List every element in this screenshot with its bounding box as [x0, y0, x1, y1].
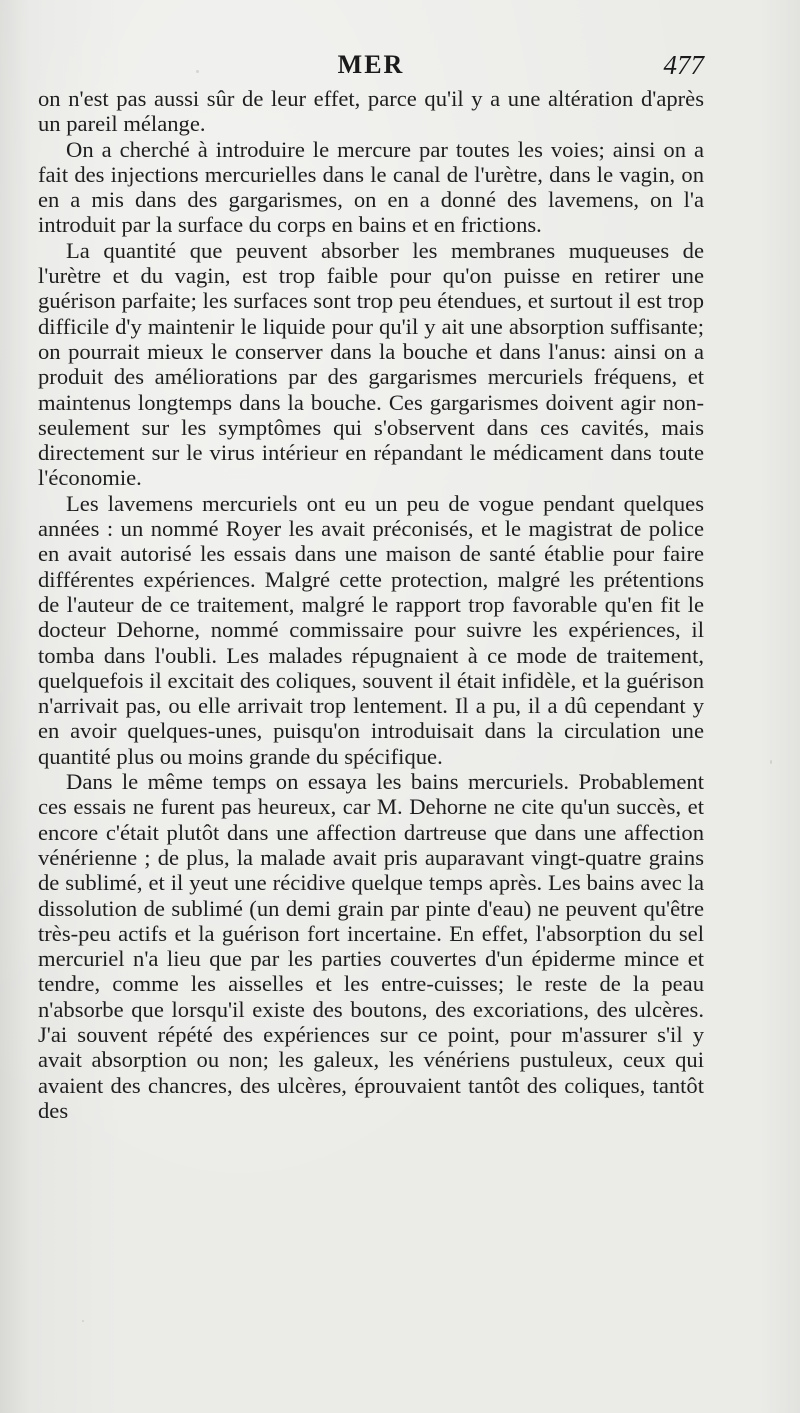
- paragraph-continuation: on n'est pas aussi sûr de leur effet, parce qu'il y a une altération d'après un pareil mélange.: [38, 86, 704, 137]
- running-head: [38, 50, 704, 90]
- paper-speck: [82, 1320, 84, 1322]
- paragraph: On a cherché à introduire le mercure par toutes les voies; ainsi on a fait des injections mercurielles dans le canal de l'urètre, dans le vagin, on en a mis dans des gargarismes, on en a donné des lavemens, on l'a introduit par la surface du corps en bains et en frictions.: [38, 136, 704, 238]
- body-text: [38, 86, 704, 1123]
- running-title: MER: [337, 50, 405, 79]
- paper-speck: [196, 70, 199, 73]
- paper-speck: [770, 760, 772, 764]
- paragraph: La quantité que peuvent absorber les membranes muqueuses de l'urètre et du vagin, est trop faible pour qu'on puisse en retirer une guérison parfaite; les surfaces sont trop peu étendues, et surtout il est trop difficile d'y maintenir le liquide pour qu'il y ait une absorption suffisante; on pourrait mieux le conserver dans la bouche et dans l'anus: ainsi on a produit des améliorations par des gargarismes mercuriels fréquens, et maintenus longtemps dans la bouche. Ces gargarismes doivent agir non-seulement sur les symptômes qui s'observent dans ces cavités, mais directement sur le virus intérieur en répandant le médicament dans toute l'économie.: [38, 237, 704, 491]
- paragraph: Les lavemens mercuriels ont eu un peu de vogue pendant quelques années : un nommé Royer les avait préconisés, et le magistrat de police en avait autorisé les essais dans une maison de santé établie pour faire différentes expériences. Malgré cette protection, malgré les prétentions de l'auteur de ce traitement, malgré le rapport trop favorable qu'en fit le docteur Dehorne, nommé commissaire pour suivre les expériences, il tomba dans l'oubli. Les malades répugnaient à ce mode de traitement, quelquefois il excitait des coliques, souvent il était infidèle, et la guérison n'arrivait pas, ou elle arrivait trop lentement. Il a pu, il a dû cependant y en avoir quelques-unes, puisqu'on introduisait dans la circulation une quantité plus ou moins grande du spécifique.: [38, 490, 704, 769]
- page-number: 477: [663, 50, 704, 80]
- paragraph: Dans le même temps on essaya les bains mercuriels. Probablement ces essais ne furent pas heureux, car M. Dehorne ne cite qu'un succès, et encore c'était plutôt dans une affection dartreuse que dans une affection vénérienne ; de plus, la malade avait pris auparavant vingt-quatre grains de sublimé, et il yeut une récidive quelque temps après. Les bains avec la dissolution de sublimé (un demi grain par pinte d'eau) ne peuvent qu'être très-peu actifs et la guérison fort incertaine. En effet, l'absorption du sel mercuriel n'a lieu que par les parties couvertes d'un épiderme mince et tendre, comme les aisselles et les entre-cuisses; le reste de la peau n'absorbe que lorsqu'il existe des boutons, des excoriations, des ulcères. J'ai souvent répété des expériences sur ce point, pour m'assurer s'il y avait absorption ou non; les galeux, les vénériens pustuleux, ceux qui avaient des chancres, des ulcères, éprouvaient tantôt des coliques, tantôt des: [38, 769, 704, 1123]
